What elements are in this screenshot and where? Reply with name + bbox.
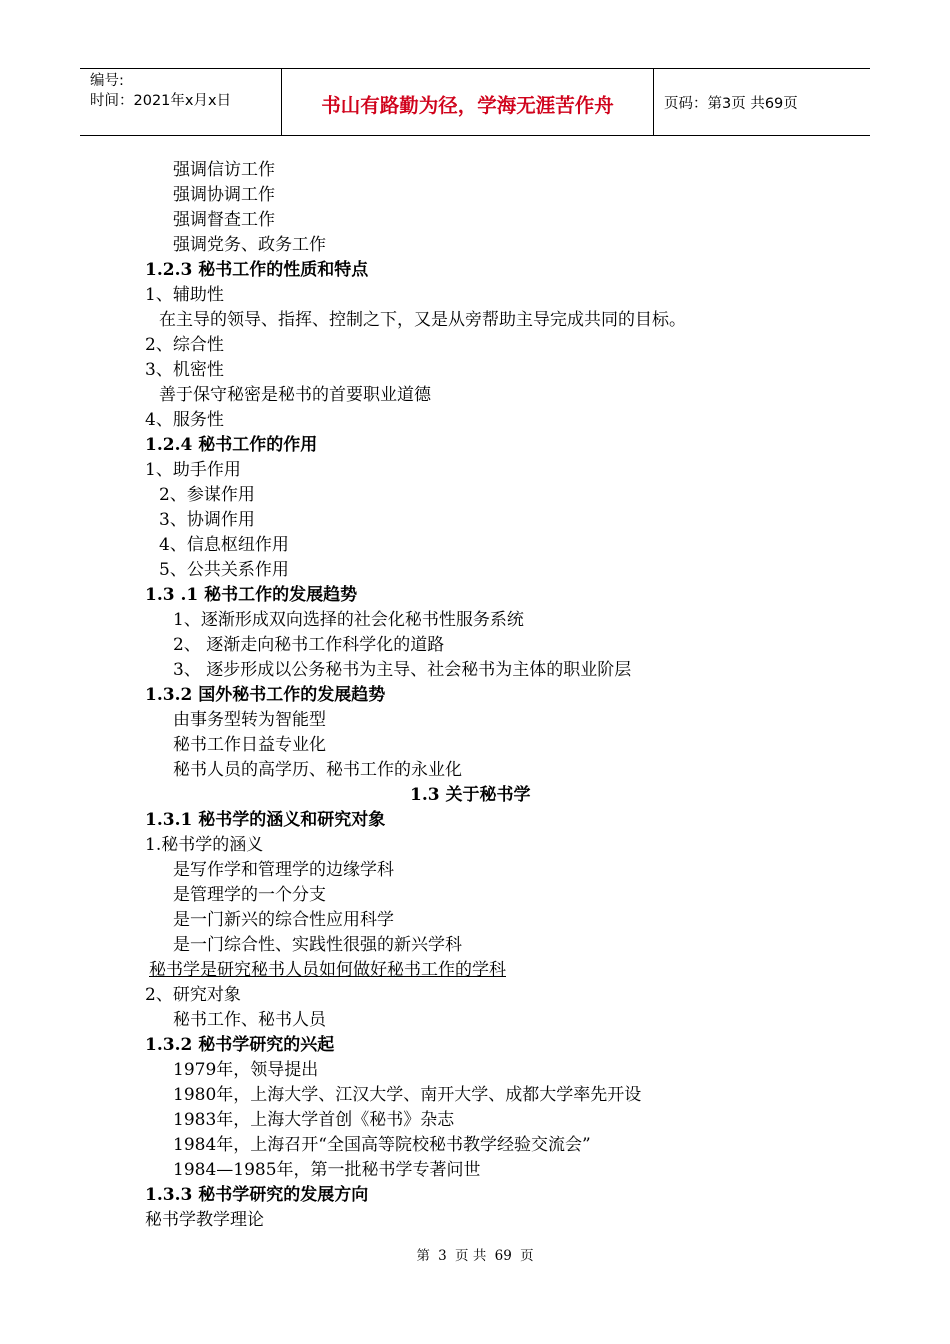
- document-date: 时间：2021年x月x日: [90, 93, 232, 109]
- footer-mid: 页 共: [455, 1248, 487, 1264]
- body-line: 1980年，上海大学、江汉大学、南开大学、成都大学率先开设: [173, 1085, 642, 1105]
- section-heading: 1.2.4 秘书工作的作用: [145, 435, 318, 455]
- body-line: 秘书学是研究秘书人员如何做好秘书工作的学科: [149, 960, 506, 980]
- body-line: 是一门综合性、实践性很强的新兴学科: [173, 935, 462, 955]
- body-line: 1979年，领导提出: [173, 1060, 319, 1080]
- body-line: 强调协调工作: [173, 185, 275, 205]
- body-line: 1984—1985年，第一批秘书学专著问世: [173, 1160, 481, 1180]
- footer-prefix: 第: [416, 1248, 430, 1264]
- footer-current-page: 3: [438, 1248, 447, 1264]
- body-line: 由事务型转为智能型: [173, 710, 326, 730]
- body-line: 是管理学的一个分支: [173, 885, 326, 905]
- section-heading: 1.3.2 国外秘书工作的发展趋势: [145, 685, 386, 705]
- body-line: 1.秘书学的涵义: [145, 835, 264, 855]
- section-heading: 1.3 关于秘书学: [410, 785, 531, 805]
- body-line: 2、研究对象: [145, 985, 241, 1005]
- footer-total-pages: 69: [494, 1248, 512, 1264]
- header-page-info: 页码：第3页 共69页: [664, 95, 798, 112]
- body-line: 秘书人员的高学历、秘书工作的永业化: [173, 760, 462, 780]
- body-line: 2、 逐渐走向秘书工作科学化的道路: [173, 635, 445, 655]
- body-line: 2、参谋作用: [159, 485, 255, 505]
- section-heading: 1.3 .1 秘书工作的发展趋势: [145, 585, 358, 605]
- page-header: [80, 68, 870, 136]
- body-line: 5、公共关系作用: [159, 560, 289, 580]
- body-line: 1984年，上海召开“全国高等院校秘书教学经验交流会”: [173, 1135, 591, 1155]
- header-meta: [80, 69, 282, 135]
- body-line: 1983年，上海大学首创《秘书》杂志: [173, 1110, 455, 1130]
- body-line: 3、协调作用: [159, 510, 255, 530]
- body-line: 是写作学和管理学的边缘学科: [173, 860, 394, 880]
- body-line: 秘书工作、秘书人员: [173, 1010, 326, 1030]
- body-line: 是一门新兴的综合性应用科学: [173, 910, 394, 930]
- page-footer: [0, 1246, 950, 1266]
- body-line: 2、综合性: [145, 335, 224, 355]
- footer-suffix: 页: [520, 1248, 534, 1264]
- section-heading: 1.3.1 秘书学的涵义和研究对象: [145, 810, 386, 830]
- body-line: 善于保守秘密是秘书的首要职业道德: [159, 385, 431, 405]
- body-line: 秘书工作日益专业化: [173, 735, 326, 755]
- body-line: 在主导的领导、指挥、控制之下，又是从旁帮助主导完成共同的目标。: [159, 310, 686, 330]
- body-line: 3、机密性: [145, 360, 224, 380]
- body-line: 强调党务、政务工作: [173, 235, 326, 255]
- section-heading: 1.3.3 秘书学研究的发展方向: [145, 1185, 369, 1205]
- body-line: 1、辅助性: [145, 285, 224, 305]
- body-line: 强调信访工作: [173, 160, 275, 180]
- section-heading: 1.3.2 秘书学研究的兴起: [145, 1035, 335, 1055]
- body-line: 4、服务性: [145, 410, 224, 430]
- body-line: 强调督查工作: [173, 210, 275, 230]
- body-line: 4、信息枢纽作用: [159, 535, 289, 555]
- body-line: 1、助手作用: [145, 460, 241, 480]
- body-line: 秘书学教学理论: [145, 1210, 264, 1230]
- body-line: 1、逐渐形成双向选择的社会化秘书性服务系统: [173, 610, 524, 630]
- header-slogan: 书山有路勤为径，学海无涯苦作舟: [282, 69, 654, 135]
- section-heading: 1.2.3 秘书工作的性质和特点: [145, 260, 369, 280]
- document-number-label: 编号:: [90, 73, 124, 89]
- body-line: 3、 逐步形成以公务秘书为主导、社会秘书为主体的职业阶层: [173, 660, 632, 680]
